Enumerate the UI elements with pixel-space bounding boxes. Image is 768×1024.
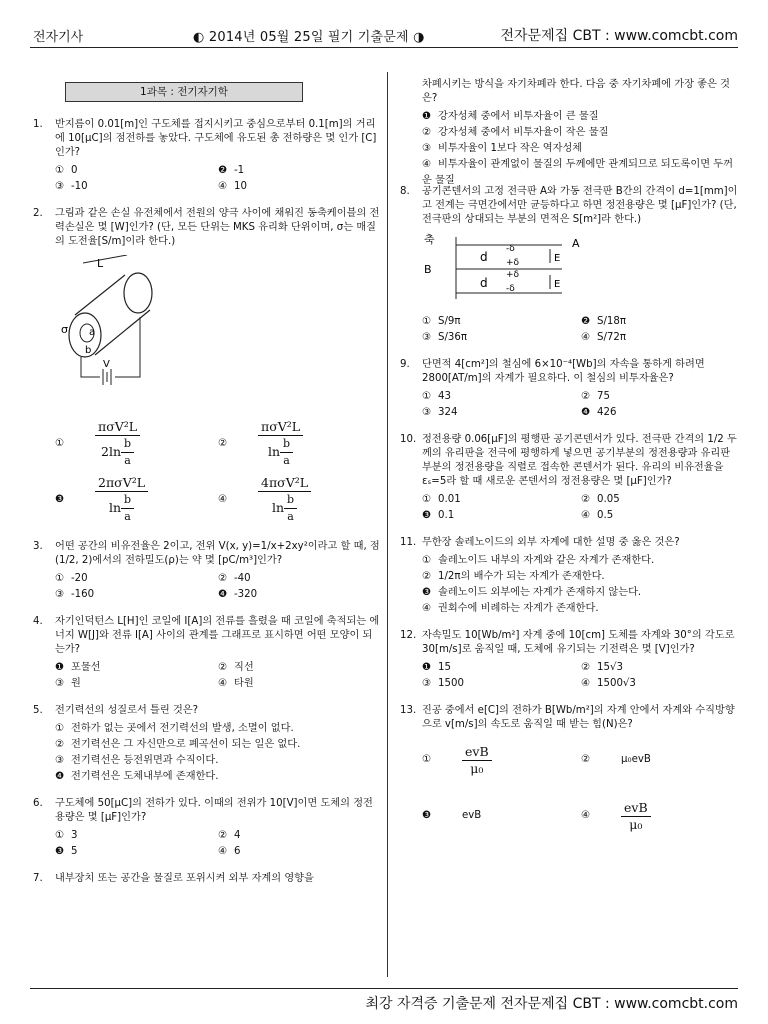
formula-choice-row <box>400 788 740 844</box>
choice-marker: ④ <box>581 810 591 821</box>
radius-b-label: b <box>85 345 92 356</box>
choice-marker: ❸ <box>55 846 65 857</box>
answer-choices <box>400 389 740 421</box>
answer-choice[interactable] <box>581 330 740 346</box>
footer-rule <box>30 988 738 989</box>
header-exam-name: 전자기사 <box>33 30 84 45</box>
answer-choice[interactable] <box>55 676 218 692</box>
question-text: 차폐시키는 방식을 자기차폐라 한다. 다음 중 자기차폐에 가장 좋은 것은? <box>422 79 730 104</box>
formula-denominator <box>109 492 134 524</box>
answer-choice[interactable] <box>218 420 381 468</box>
question-stem <box>33 797 381 825</box>
choice-text: 비투자율이 1보다 작은 역자성체 <box>438 143 583 154</box>
choice-marker: ④ <box>218 494 228 505</box>
question <box>33 118 381 195</box>
answer-choices <box>33 721 381 785</box>
question <box>400 78 740 186</box>
answer-choice[interactable] <box>55 476 218 524</box>
header-exam-date: ◐ 2014년 05월 25일 필기 기출문제 ◑ <box>193 30 425 45</box>
question-number: 1. <box>33 119 43 130</box>
field-e-top: E <box>554 253 561 264</box>
question-number: 8. <box>400 186 410 197</box>
choice-text: 1500 <box>438 678 464 689</box>
answer-choice[interactable] <box>55 769 381 785</box>
question <box>33 704 381 785</box>
choice-marker: ④ <box>581 678 591 689</box>
question-stem <box>400 536 740 550</box>
answer-choices <box>400 553 740 617</box>
choice-marker: ② <box>581 391 591 402</box>
answer-choice[interactable] <box>55 721 381 737</box>
choice-marker: ② <box>55 739 65 750</box>
question <box>33 615 381 692</box>
ratio-denominator: a <box>287 510 294 523</box>
question-text: 무한장 솔레노이드의 외부 자계에 대한 설명 중 옳은 것은? <box>422 537 680 548</box>
charge-plus-top: +δ <box>506 258 520 268</box>
question-number: 7. <box>33 873 43 884</box>
choice-marker: ❷ <box>218 165 228 176</box>
choice-text: -320 <box>234 589 258 600</box>
answer-choice[interactable] <box>581 508 740 524</box>
question-stem <box>33 207 381 249</box>
choice-text: 원 <box>71 678 81 689</box>
answer-choice[interactable] <box>422 508 581 524</box>
answer-choice[interactable] <box>422 157 740 186</box>
question-stem <box>400 629 740 657</box>
answer-choice[interactable] <box>55 587 218 603</box>
plate-a-label: A <box>572 237 580 250</box>
question-text: 자기인덕턴스 L[H]인 코일에 I[A]의 전류를 흘렸을 때 코일에 축적되는 에너지 W[J]와 전류 I[A] 사이의 관계를 그래프로 표시하면 어떤 모양이 되는가? <box>55 616 380 655</box>
answer-choice[interactable] <box>422 405 581 421</box>
question-text: 구도체에 50[μC]의 전하가 있다. 이때의 전위가 10[V]이면 도체의 정전용량은 몇 [μF]인가? <box>55 798 373 823</box>
choice-marker: ③ <box>422 332 432 343</box>
choice-marker: ❷ <box>581 316 591 327</box>
answer-choice[interactable] <box>55 163 218 179</box>
choice-marker: ❶ <box>422 662 432 673</box>
choice-marker: ① <box>422 391 432 402</box>
choice-text: -40 <box>234 573 251 584</box>
choice-marker: ④ <box>581 510 591 521</box>
question-text: 내부장치 또는 공간을 물질로 포위시켜 외부 자계의 영향을 <box>55 873 314 884</box>
answer-choice[interactable] <box>55 179 218 195</box>
power-loss-formula <box>258 420 303 468</box>
question-text: 자속밀도 10[Wb/m²] 자계 중에 10[cm] 도체를 자계와 30°의 각도로 30[m/s]로 움직일 때, 도체에 유기되는 기전력은 몇 [V]인가? <box>422 630 735 655</box>
choice-marker: ② <box>218 438 228 449</box>
answer-choice[interactable] <box>422 601 740 617</box>
answer-choice[interactable] <box>422 141 740 157</box>
choice-marker: ③ <box>422 143 432 154</box>
question-text: 반지름이 0.01[m]인 구도체를 접지시키고 중심으로부터 0.1[m]의 거리에 10[μC]의 점전하를 놓았다. 구도체에 유도된 총 전하량은 몇 인가 [C]인가? <box>55 119 377 158</box>
question-text: 전기력선의 성질로서 틀린 것은? <box>55 705 199 716</box>
question-number <box>400 78 422 106</box>
choice-text: 43 <box>438 391 451 402</box>
ratio-b-over-a <box>121 493 134 524</box>
choice-text: 3 <box>71 830 78 841</box>
question <box>33 872 381 886</box>
choice-marker: ❸ <box>55 494 65 505</box>
question-stem <box>400 358 740 386</box>
formula-choice-row <box>33 472 381 528</box>
fraction-denominator: μ₀ <box>470 760 484 776</box>
ratio-numerator: b <box>280 437 293 453</box>
question-number: 6. <box>33 798 43 809</box>
choice-text: -10 <box>71 181 88 192</box>
choice-text: 1500√3 <box>597 678 636 689</box>
choice-marker: ④ <box>218 846 228 857</box>
choice-text: 타원 <box>234 678 254 689</box>
answer-choice[interactable] <box>422 585 740 601</box>
choice-text: S/36π <box>438 332 467 343</box>
choice-text: 비투자율이 관계없이 물질의 두께에만 관계되므로 되도록이면 두꺼운 물질 <box>422 159 733 186</box>
question-number: 5. <box>33 705 43 716</box>
axis-label: 축 <box>424 233 435 246</box>
question-text: 어떤 공간의 비유전율은 2이고, 전위 V(x, y)=1/x+2xy²이라고 할 때, 점 (1/2, 2)에서의 전하밀도(ρ)는 약 몇 [pC/m³]인가? <box>55 541 380 566</box>
choice-text: 6 <box>234 846 241 857</box>
choice-text: evB <box>462 810 482 821</box>
question-stem <box>400 433 740 489</box>
choice-marker: ② <box>422 127 432 138</box>
question-stem <box>400 78 740 106</box>
question-number: 9. <box>400 359 410 370</box>
choice-marker: ❸ <box>422 810 432 821</box>
answer-choices <box>33 828 381 860</box>
battery-symbol <box>103 369 111 385</box>
question-number: 4. <box>33 616 43 627</box>
sigma-label: σ <box>61 323 68 336</box>
question <box>400 358 740 421</box>
question-stem <box>33 540 381 568</box>
answer-choice[interactable] <box>581 492 740 508</box>
choice-marker: ① <box>55 723 65 734</box>
choice-marker: ④ <box>422 603 432 614</box>
subject-title: 1과목 : 전기자기학 <box>65 82 303 102</box>
power-loss-formula <box>95 420 140 468</box>
answer-choices <box>33 163 381 195</box>
answer-choice[interactable] <box>218 476 381 524</box>
answer-choice[interactable] <box>581 389 740 405</box>
choice-marker: ② <box>218 830 228 841</box>
page-header <box>33 22 738 46</box>
choice-marker: ③ <box>55 589 65 600</box>
right-column <box>400 78 740 856</box>
answer-choice[interactable] <box>581 405 740 421</box>
choice-text: 0.1 <box>438 510 455 521</box>
choice-marker: ❸ <box>422 510 432 521</box>
formula-denominator <box>268 436 293 468</box>
field-e-bottom: E <box>554 279 561 290</box>
choice-text: 1/2π의 배수가 되는 자계가 존재한다. <box>438 571 605 582</box>
answer-choice[interactable] <box>55 828 218 844</box>
answer-choices <box>400 492 740 524</box>
question-figure <box>422 233 740 308</box>
formula-numerator: πσV²L <box>95 420 140 436</box>
question-text: 그림과 같은 손실 유전체에서 전원의 양극 사이에 채워진 동축케이블의 전력손실은 몇 [W]인가? (단, 모든 단위는 MKS 유리화 단위이며, σ는 매질의 도전율[S/m]이라 한다.) <box>55 208 380 247</box>
choice-text: 전하가 없는 곳에서 전기력선의 발생, 소멸이 없다. <box>71 723 294 734</box>
choice-text: 강자성체 중에서 비투자율이 작은 물질 <box>438 127 609 138</box>
formula-numerator: πσV²L <box>258 420 303 436</box>
answer-choice[interactable] <box>55 737 381 753</box>
choice-text: -160 <box>71 589 95 600</box>
ratio-denominator: a <box>124 454 131 467</box>
answer-choice[interactable] <box>218 587 381 603</box>
answer-choice[interactable] <box>422 389 581 405</box>
choice-text: 15 <box>438 662 451 673</box>
answer-choice[interactable] <box>422 314 581 330</box>
choice-marker: ❶ <box>55 662 65 673</box>
question <box>33 207 381 528</box>
answer-choices <box>33 660 381 692</box>
question <box>400 629 740 692</box>
footer-site: 최강 자격증 기출문제 전자문제집 CBT : www.comcbt.com <box>365 996 738 1012</box>
choice-marker: ❸ <box>422 587 432 598</box>
choice-marker: ④ <box>581 332 591 343</box>
ratio-b-over-a <box>284 493 297 524</box>
choice-text: 0.05 <box>597 494 620 505</box>
choice-marker: ① <box>422 555 432 566</box>
choice-marker: ③ <box>55 181 65 192</box>
question-stem <box>33 615 381 657</box>
choice-marker: ❹ <box>581 407 591 418</box>
choice-marker: ② <box>422 571 432 582</box>
choice-marker: ① <box>55 165 65 176</box>
power-loss-formula <box>258 476 311 524</box>
fraction <box>462 745 492 776</box>
choice-marker: ❶ <box>422 111 432 122</box>
question-stem <box>400 185 740 227</box>
coaxial-cable-figure <box>55 255 175 405</box>
formula-numerator: 4πσV²L <box>258 476 311 492</box>
fraction-denominator: μ₀ <box>629 816 643 832</box>
choice-text: 전기력선은 도체내부에 존재한다. <box>71 771 219 782</box>
question-number: 13. <box>400 705 417 716</box>
question-figure <box>55 255 381 410</box>
answer-choice[interactable] <box>218 660 381 676</box>
choice-marker: ④ <box>422 159 432 170</box>
answer-choices <box>400 660 740 692</box>
answer-choice[interactable] <box>581 314 740 330</box>
choice-marker: ① <box>55 438 65 449</box>
choice-text: 426 <box>597 407 617 418</box>
question <box>400 536 740 617</box>
choice-marker: ① <box>55 830 65 841</box>
question-stem <box>400 704 740 732</box>
answer-choice[interactable] <box>581 753 740 767</box>
question-stem <box>33 704 381 718</box>
choice-text: -20 <box>71 573 88 584</box>
choice-marker: ② <box>581 754 591 765</box>
choice-text: S/18π <box>597 316 626 327</box>
choice-text: 솔레노이드 외부에는 자계가 존재하지 않는다. <box>438 587 642 598</box>
answer-choice[interactable] <box>581 801 740 832</box>
answer-choice[interactable] <box>422 492 581 508</box>
choice-text: 0.01 <box>438 494 461 505</box>
choice-text: 전기력선은 그 자신만으로 폐곡선이 되는 일은 없다. <box>71 739 301 750</box>
ratio-numerator: b <box>121 437 134 453</box>
answer-choice[interactable] <box>422 109 740 125</box>
answer-choices <box>33 571 381 603</box>
gap-d-bottom: d <box>480 276 488 290</box>
choice-text: 직선 <box>234 662 254 673</box>
ratio-numerator: b <box>284 493 297 509</box>
voltage-label: V <box>103 359 110 370</box>
choice-text: 75 <box>597 391 610 402</box>
length-arrow <box>83 255 127 263</box>
log-coefficient: 2ln <box>101 444 122 459</box>
question-text: 단면적 4[cm²]의 철심에 6×10⁻⁴[Wb]의 자속을 통하게 하려면 2800[AT/m]의 자계가 필요하다. 이 철심의 비투자율은? <box>422 359 705 384</box>
ratio-numerator: b <box>121 493 134 509</box>
choice-marker: ③ <box>55 678 65 689</box>
choice-marker: ④ <box>218 678 228 689</box>
question <box>400 433 740 524</box>
question-stem <box>33 118 381 160</box>
question-text: 진공 중에서 e[C]의 전하가 B[Wb/m²]의 자계 안에서 자계와 수직방향으로 v[m/s]의 속도로 움직일 때 받는 힘(N)은? <box>422 705 735 730</box>
question-number: 2. <box>33 208 43 219</box>
answer-choice[interactable] <box>422 745 581 776</box>
power-loss-formula <box>95 476 148 524</box>
log-coefficient: ln <box>267 444 281 459</box>
radius-a-label: a <box>89 327 96 338</box>
capacitor-plates-figure <box>422 233 582 303</box>
choice-marker: ① <box>422 494 432 505</box>
answer-choice[interactable] <box>422 809 581 823</box>
choice-text: 15√3 <box>597 662 623 673</box>
choice-text: μ₀evB <box>621 754 651 765</box>
formula-choice-row <box>33 416 381 472</box>
log-coefficient: ln <box>108 500 122 515</box>
choice-marker: ③ <box>55 755 65 766</box>
answer-choice[interactable] <box>218 844 381 860</box>
answer-choice[interactable] <box>422 676 581 692</box>
answer-choice[interactable] <box>218 676 381 692</box>
question-text: 정전용량 0.06[μF]의 평행판 공기콘덴서가 있다. 전극판 간격의 1/2 두께의 유리판을 전극에 평행하게 넣으면 공기부분의 정전용량과 유리판 부분의 정전용량을 직렬로 접속한 콘덴서가 된다. 유리의 비유전율을 εₛ=5라 할 때 새로운 콘덴서의 정전용량은 몇 [μF]인가? <box>422 434 737 487</box>
choice-text: 0 <box>71 165 78 176</box>
ratio-b-over-a <box>280 437 293 468</box>
answer-choice[interactable] <box>55 753 381 769</box>
choice-text: -1 <box>234 165 245 176</box>
plate-b-label: B <box>424 263 432 276</box>
ratio-b-over-a <box>121 437 134 468</box>
header-rule <box>30 47 738 48</box>
charge-minus-bottom: -δ <box>506 284 515 294</box>
length-label: L <box>97 257 104 270</box>
question-text: 공기콘덴서의 고정 전극판 A와 가동 전극판 B간의 간격이 d=1[mm]이고 전계는 극면간에서만 균등하다고 하면 정전용량은 몇 [μF]인가? (단, 전극판의 상대되는 부분의 면적은 S[m²]라 한다.) <box>422 186 738 225</box>
question-number: 10. <box>400 434 417 445</box>
question-number: 3. <box>33 541 43 552</box>
choice-marker: ② <box>218 662 228 673</box>
answer-choice[interactable] <box>422 569 740 585</box>
charge-minus-top: -δ <box>506 244 515 254</box>
formula-choice-row <box>400 732 740 788</box>
answer-choices <box>400 314 740 346</box>
choice-text: 강자성체 중에서 비투자율이 큰 물질 <box>438 111 599 122</box>
answer-choice[interactable] <box>218 828 381 844</box>
answer-choice[interactable] <box>581 660 740 676</box>
ratio-denominator: a <box>283 454 290 467</box>
gap-d-top: d <box>480 250 488 264</box>
choice-marker: ② <box>218 573 228 584</box>
column-divider <box>387 72 388 977</box>
answer-choice[interactable] <box>218 571 381 587</box>
choice-text: S/72π <box>597 332 626 343</box>
question-number: 11. <box>400 537 417 548</box>
charge-plus-bottom: +δ <box>506 270 520 280</box>
answer-choice[interactable] <box>422 125 740 141</box>
formula-numerator: 2πσV²L <box>95 476 148 492</box>
choice-marker: ③ <box>422 678 432 689</box>
answer-choice[interactable] <box>55 844 218 860</box>
log-coefficient: ln <box>271 500 285 515</box>
question-number: 12. <box>400 630 417 641</box>
fraction-numerator: evB <box>462 745 492 761</box>
fraction-numerator: evB <box>621 801 651 817</box>
fraction <box>621 801 651 832</box>
question <box>33 797 381 860</box>
answer-choice[interactable] <box>422 660 581 676</box>
answer-choice[interactable] <box>422 553 740 569</box>
left-column <box>33 80 381 898</box>
answer-choices <box>400 109 740 186</box>
answer-choice[interactable] <box>218 163 381 179</box>
question <box>33 540 381 603</box>
question-stem <box>33 872 381 886</box>
formula-denominator <box>272 492 297 524</box>
choice-text: 4 <box>234 830 241 841</box>
answer-choice[interactable] <box>55 571 218 587</box>
answer-choice[interactable] <box>581 676 740 692</box>
choice-text: 포물선 <box>71 662 101 673</box>
question <box>400 185 740 346</box>
answer-choice[interactable] <box>218 179 381 195</box>
cable-end <box>124 273 152 313</box>
ratio-denominator: a <box>124 510 131 523</box>
choice-marker: ② <box>581 494 591 505</box>
choice-text: 5 <box>71 846 78 857</box>
choice-text: S/9π <box>438 316 461 327</box>
formula-denominator <box>101 436 134 468</box>
choice-marker: ③ <box>422 407 432 418</box>
choice-marker: ① <box>422 754 432 765</box>
choice-text: 솔레노이드 내부의 자계와 같은 자계가 존재한다. <box>438 555 655 566</box>
choice-text: 전기력선은 등전위면과 수직이다. <box>71 755 219 766</box>
answer-choice[interactable] <box>55 420 218 468</box>
choice-marker: ② <box>581 662 591 673</box>
choice-text: 0.5 <box>597 510 614 521</box>
choice-marker: ❹ <box>218 589 228 600</box>
answer-choice[interactable] <box>422 330 581 346</box>
answer-choice[interactable] <box>55 660 218 676</box>
choice-marker: ① <box>55 573 65 584</box>
header-site: 전자문제집 CBT : www.comcbt.com <box>500 28 738 44</box>
question <box>400 704 740 844</box>
choice-marker: ④ <box>218 181 228 192</box>
choice-marker: ❹ <box>55 771 65 782</box>
choice-text: 10 <box>234 181 247 192</box>
choice-text: 324 <box>438 407 458 418</box>
choice-marker: ① <box>422 316 432 327</box>
choice-text: 권회수에 비례하는 자계가 존재한다. <box>438 603 599 614</box>
